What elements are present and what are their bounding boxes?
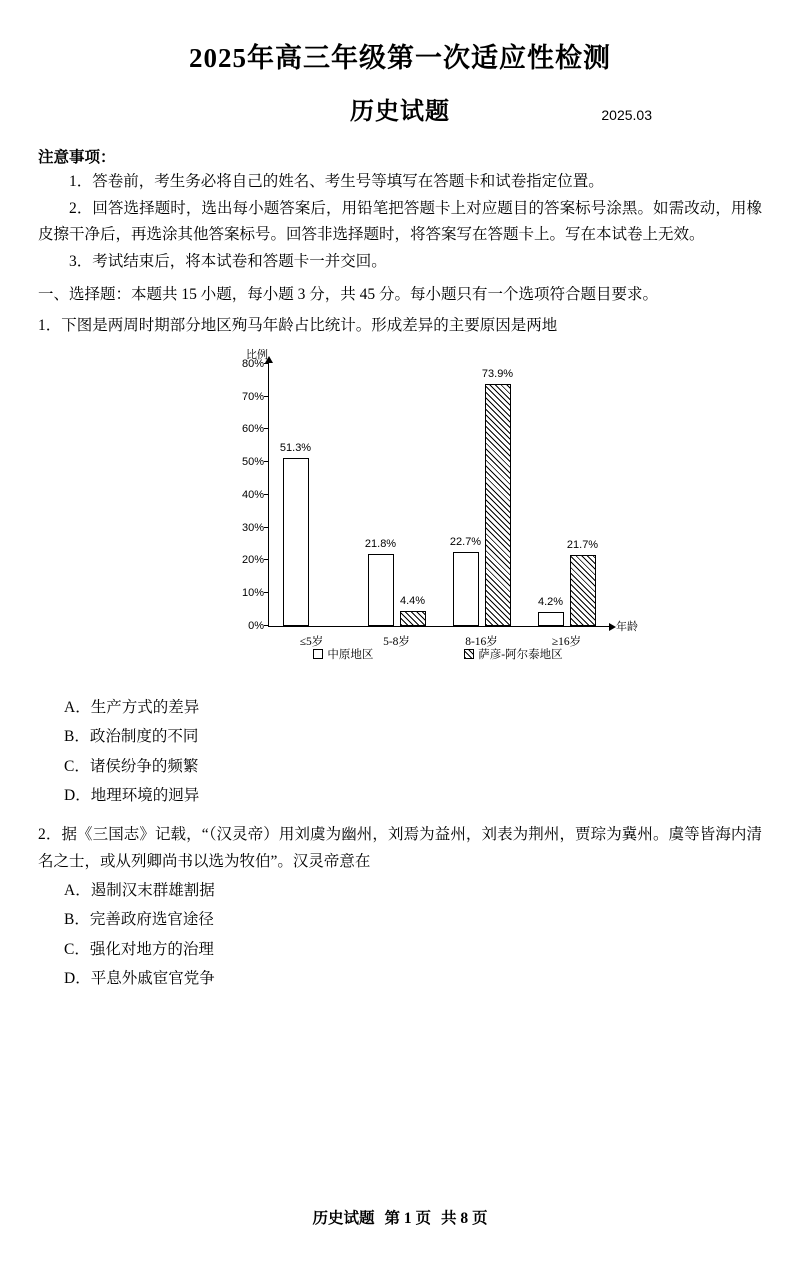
y-axis-tick-label: 0% (248, 619, 264, 632)
chart-bar (400, 611, 426, 625)
chart-bar (570, 555, 596, 626)
y-axis-tick (264, 494, 269, 495)
legend-swatch-icon (313, 649, 323, 659)
y-axis-tick (264, 592, 269, 593)
footer-page: 第 1 页 (384, 1210, 431, 1227)
chart-bar-value-label: 4.4% (399, 595, 426, 608)
question-2-option-a: A．遏制汉末群雄割据 (64, 881, 215, 899)
question-1-option-a: A．生产方式的差异 (64, 698, 200, 716)
y-axis-arrow-icon (265, 356, 273, 363)
chart-bar-value-label: 51.3% (279, 441, 312, 454)
y-axis-tick-label: 60% (241, 423, 264, 436)
footer-total: 共 8 页 (441, 1210, 488, 1227)
notice-heading: 注意事项： (38, 149, 116, 166)
question-1-figure (38, 346, 762, 691)
y-axis-tick-label: 40% (241, 488, 264, 501)
question-2-option-c: C．强化对地方的治理 (64, 940, 214, 958)
question-2-text: 据《三国志》记载，“（汉灵帝）用刘虞为幽州，刘焉为益州，刘表为荆州，贾琮为冀州。虞等皆海内清名之士，或从列卿尚书以选为牧伯”。汉灵帝意在 (38, 825, 762, 871)
question-1-option-b: B．政治制度的不同 (64, 728, 199, 746)
y-axis-tick (264, 396, 269, 397)
legend-swatch-icon (464, 649, 474, 659)
chart-bar (283, 458, 309, 626)
y-axis-tick-label: 50% (241, 456, 264, 469)
question-1-stem (38, 312, 762, 340)
x-axis-category-label: 8-16岁 (465, 635, 498, 648)
y-axis-tick-label: 20% (241, 554, 264, 567)
x-axis-category-label: 5-8岁 (383, 635, 410, 648)
question-1-number: 1． (38, 317, 62, 335)
exam-date: 2025.03 (601, 107, 652, 123)
subject-row (38, 91, 762, 125)
legend-item (464, 646, 562, 662)
chart-bar-value-label: 22.7% (449, 535, 482, 548)
legend-item (313, 646, 373, 662)
legend-label: 萨彦-阿尔泰地区 (478, 648, 563, 661)
y-axis-tick (264, 559, 269, 560)
question-1-option-c: C．诸侯纷争的频繁 (64, 757, 199, 775)
y-axis-tick (264, 625, 269, 626)
x-axis-category-label: ≥16岁 (551, 635, 582, 648)
question-2-number: 2． (38, 825, 62, 843)
y-axis-tick (264, 527, 269, 528)
x-axis-category-label: ≤5岁 (299, 635, 324, 648)
chart-plot-area (241, 357, 609, 648)
chart-legend (268, 646, 608, 662)
footer-subject: 历史试题 (312, 1210, 375, 1227)
notice-item-1: 1．答卷前，考生务必将自己的姓名、考生号等填写在答题卡和试卷指定位置。 (69, 173, 604, 190)
chart-bar-value-label: 21.8% (364, 538, 397, 551)
bar-chart (140, 346, 660, 676)
chart-ylabel: 比例 (246, 348, 268, 361)
x-axis-arrow-icon (609, 623, 616, 631)
question-2-option-d: D．平息外戚宦官党争 (64, 970, 215, 988)
y-axis-tick-label: 10% (241, 587, 264, 600)
chart-bar (368, 554, 394, 625)
notice-item-2: 2．回答选择题时，选出每小题答案后，用铅笔把答题卡上对应题目的答案标号涂黑。如需改动，用橡皮擦干净后，再选涂其他答案标号。回答非选择题时，将答案写在答题卡上。写在本试卷上无效。 (38, 199, 762, 244)
page-footer (0, 1206, 800, 1228)
y-axis-tick-label: 80% (241, 357, 264, 370)
subject-title: 历史试题 (350, 99, 450, 125)
page-title: 2025年高三年级第一次适应性检测 (189, 43, 611, 73)
section-heading: 一、选择题：本题共 15 小题，每小题 3 分，共 45 分。每小题只有一个选项符合题目要求。 (38, 285, 659, 303)
chart-bar (485, 384, 511, 626)
y-axis-tick (264, 363, 269, 364)
legend-label: 中原地区 (327, 648, 374, 661)
notice-item-3: 3．考试结束后，将本试卷和答题卡一并交回。 (69, 252, 387, 270)
y-axis-tick-label: 70% (241, 390, 264, 403)
chart-bar-value-label: 4.2% (537, 596, 564, 609)
question-1-option-d: D．地理环境的迥异 (64, 787, 200, 805)
chart-bar-value-label: 73.9% (481, 367, 514, 380)
question-1-text: 下图是两周时期部分地区殉马年龄占比统计。形成差异的主要原因是两地 (61, 317, 558, 335)
y-axis-tick (264, 461, 269, 462)
chart-xlabel: 年龄 (616, 620, 638, 633)
question-2-option-b: B．完善政府选官途径 (64, 911, 214, 929)
chart-bar (538, 612, 564, 626)
chart-bar (453, 552, 479, 626)
y-axis-tick (264, 428, 269, 429)
chart-bar-value-label: 21.7% (566, 538, 599, 551)
y-axis-tick-label: 30% (241, 521, 264, 534)
question-2-stem (38, 821, 762, 876)
